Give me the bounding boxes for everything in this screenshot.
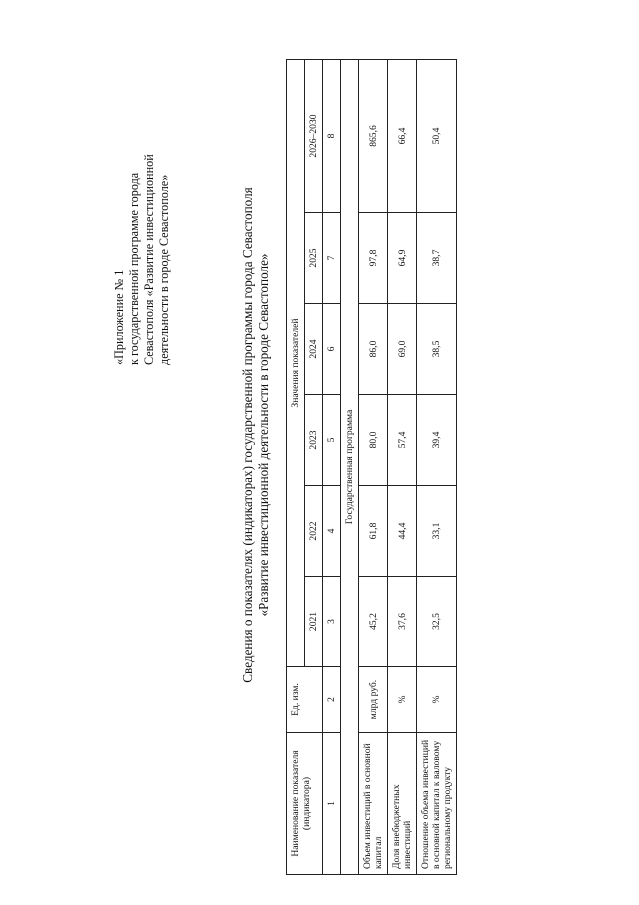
indicator-value: 64,9 (388, 213, 417, 304)
column-number: 8 (323, 60, 341, 213)
header-year: 2024 (305, 304, 323, 395)
section-title: Государственная программа (341, 60, 359, 875)
appendix-line: деятельности в городе Севастополе» (157, 174, 171, 365)
indicator-value: 86,0 (359, 304, 388, 395)
indicators-table (286, 59, 457, 875)
indicator-value: 69,0 (388, 304, 417, 395)
title-line: «Развитие инвестиционной деятельности в городе Севастополе» (256, 253, 271, 617)
indicator-value: 39,4 (417, 395, 457, 486)
header-year: 2025 (305, 213, 323, 304)
column-number: 6 (323, 304, 341, 395)
table-row (417, 60, 457, 875)
header-year: 2022 (305, 486, 323, 577)
table-row (359, 60, 388, 875)
indicator-value: 80,0 (359, 395, 388, 486)
appendix-line: Севастополя «Развитие инвестиционной (142, 154, 156, 365)
header-values: Значения показателей (287, 60, 305, 667)
indicator-value: 44,4 (388, 486, 417, 577)
column-number: 5 (323, 395, 341, 486)
indicator-value: 66,4 (388, 60, 417, 213)
appendix-note (112, 35, 172, 365)
document-title (240, 85, 272, 785)
header-year: 2023 (305, 395, 323, 486)
indicator-value: 33,1 (417, 486, 457, 577)
indicator-name: Отношение объема инвестиций в основной капитал к валовому региональному продукту (417, 733, 457, 875)
indicator-unit: % (417, 667, 457, 733)
appendix-line: «Приложение № 1 (112, 269, 126, 365)
column-number: 1 (323, 733, 341, 875)
indicator-unit: % (388, 667, 417, 733)
header-year: 2021 (305, 577, 323, 667)
indicator-name: Объем инвестиций в основной капитал (359, 733, 388, 875)
table-row (388, 60, 417, 875)
indicator-unit: млрд руб. (359, 667, 388, 733)
indicator-value: 38,7 (417, 213, 457, 304)
indicator-value: 38,5 (417, 304, 457, 395)
header-year: 2026–2030 (305, 60, 323, 213)
column-number: 4 (323, 486, 341, 577)
indicator-value: 45,2 (359, 577, 388, 667)
indicator-value: 37,6 (388, 577, 417, 667)
column-number: 3 (323, 577, 341, 667)
title-line: Сведения о показателях (индикаторах) государственной программы города Севастополя (240, 187, 255, 683)
indicator-value: 61,8 (359, 486, 388, 577)
header-unit: Ед. изм. (287, 667, 323, 733)
indicator-value: 865,6 (359, 60, 388, 213)
indicator-value: 57,4 (388, 395, 417, 486)
column-number: 7 (323, 213, 341, 304)
indicator-name: Доля внебюджетных инвестиций (388, 733, 417, 875)
indicator-value: 50,4 (417, 60, 457, 213)
indicator-value: 32,5 (417, 577, 457, 667)
header-indicator-name: Наименование показателя (индикатора) (287, 733, 323, 875)
column-number: 2 (323, 667, 341, 733)
indicator-value: 97,8 (359, 213, 388, 304)
appendix-line: к государственной программе города (127, 172, 141, 365)
